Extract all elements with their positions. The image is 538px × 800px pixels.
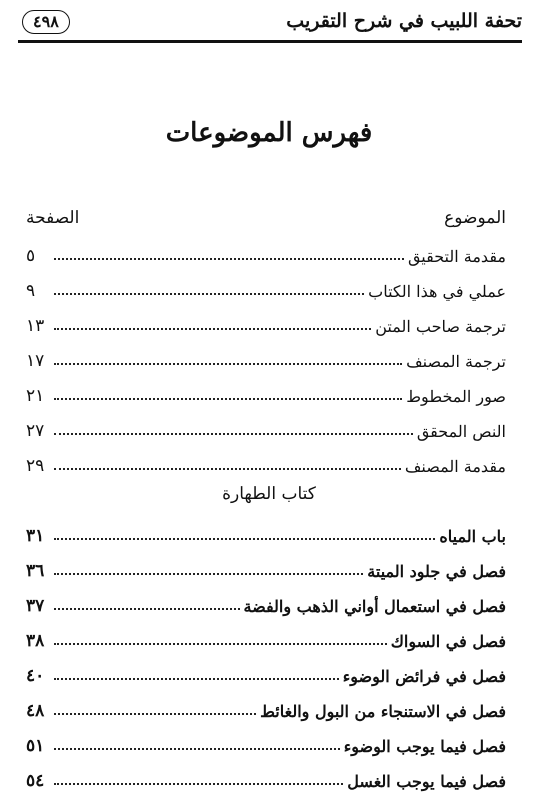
toc-entry-label: فصل في استعمال أواني الذهب والفضة [243, 597, 506, 616]
leader-dots [54, 747, 340, 750]
toc-entry-label: فصل في الاستنجاء من البول والغائط [260, 702, 506, 721]
toc-entry-page: ٥١ [26, 736, 45, 756]
running-header [18, 4, 522, 42]
leader-dots [54, 327, 371, 330]
leader-dots [54, 782, 343, 785]
toc-entry [26, 551, 506, 581]
toc-entry-page: ٢١ [26, 386, 45, 406]
toc-entry-label: ترجمة صاحب المتن [375, 317, 506, 336]
toc-entry-label: فصل في السواك [390, 632, 506, 651]
leader-dots [54, 642, 387, 645]
toc-entry [26, 621, 506, 651]
toc-entry [26, 586, 506, 616]
toc-entry-label: فصل في جلود الميتة [367, 562, 506, 581]
leader-dots [54, 397, 402, 400]
toc-entry [26, 341, 506, 371]
toc-entry-page: ٣٨ [26, 631, 45, 651]
toc-entry [26, 271, 506, 301]
page-number: ٤٩٨ [22, 10, 70, 34]
toc-entry [26, 726, 506, 756]
toc-entry [26, 691, 506, 721]
toc-entry-label: النص المحقق [416, 422, 506, 441]
header-rule [18, 40, 522, 43]
toc-entry [26, 761, 506, 791]
leader-dots [54, 537, 435, 540]
toc-entry-label: فصل في فرائض الوضوء [342, 667, 506, 686]
toc-title: فهرس الموضوعات [165, 118, 373, 148]
leader-dots [54, 292, 364, 295]
column-header-page: الصفحة [26, 208, 80, 228]
book-title: تحفة اللبيب في شرح التقريب [286, 10, 522, 32]
toc-entry-page: ٣١ [26, 526, 45, 546]
toc-entry-page: ١٧ [26, 351, 45, 371]
leader-dots [54, 607, 240, 610]
toc-entry-label: ترجمة المصنف [406, 352, 506, 371]
toc-entry-page: ٩ [26, 281, 36, 301]
toc-entry-page: ٤٠ [26, 666, 45, 686]
leader-dots [54, 712, 256, 715]
toc-entry-page: ١٣ [26, 316, 45, 336]
toc-entry-page: ٥ [26, 246, 36, 266]
leader-dots [54, 677, 339, 680]
leader-dots [54, 432, 413, 435]
toc-entry-label: فصل فيما يوجب الوضوء [343, 737, 506, 756]
toc-entry [26, 446, 506, 476]
toc-entry [26, 411, 506, 441]
toc-entry [26, 516, 506, 546]
toc-entry-page: ٤٨ [26, 701, 45, 721]
leader-dots [54, 572, 363, 575]
toc-entry-label: باب المياه [439, 527, 506, 546]
toc-entry-label: صور المخطوط [406, 387, 506, 406]
toc-entry [26, 656, 506, 686]
leader-dots [54, 362, 402, 365]
toc-entry-page: ٥٤ [26, 771, 45, 791]
toc-entry-label: مقدمة التحقيق [407, 247, 506, 266]
leader-dots [54, 467, 401, 470]
toc-entry [26, 306, 506, 336]
toc-entry-label: فصل فيما يوجب الغسل [347, 772, 506, 791]
toc-entry-label: عملي في هذا الكتاب [368, 282, 506, 301]
leader-dots [54, 257, 404, 260]
toc-entry-page: ٢٩ [26, 456, 45, 476]
toc-entry-page: ٢٧ [26, 421, 45, 441]
toc-entry-page: ٣٦ [26, 561, 45, 581]
toc-entry [26, 236, 506, 266]
toc-entry [26, 376, 506, 406]
section-title: كتاب الطهارة [222, 484, 316, 504]
toc-entry-label: مقدمة المصنف [404, 457, 506, 476]
toc-entry-page: ٣٧ [26, 596, 45, 616]
column-header-topic: الموضوع [444, 208, 506, 228]
